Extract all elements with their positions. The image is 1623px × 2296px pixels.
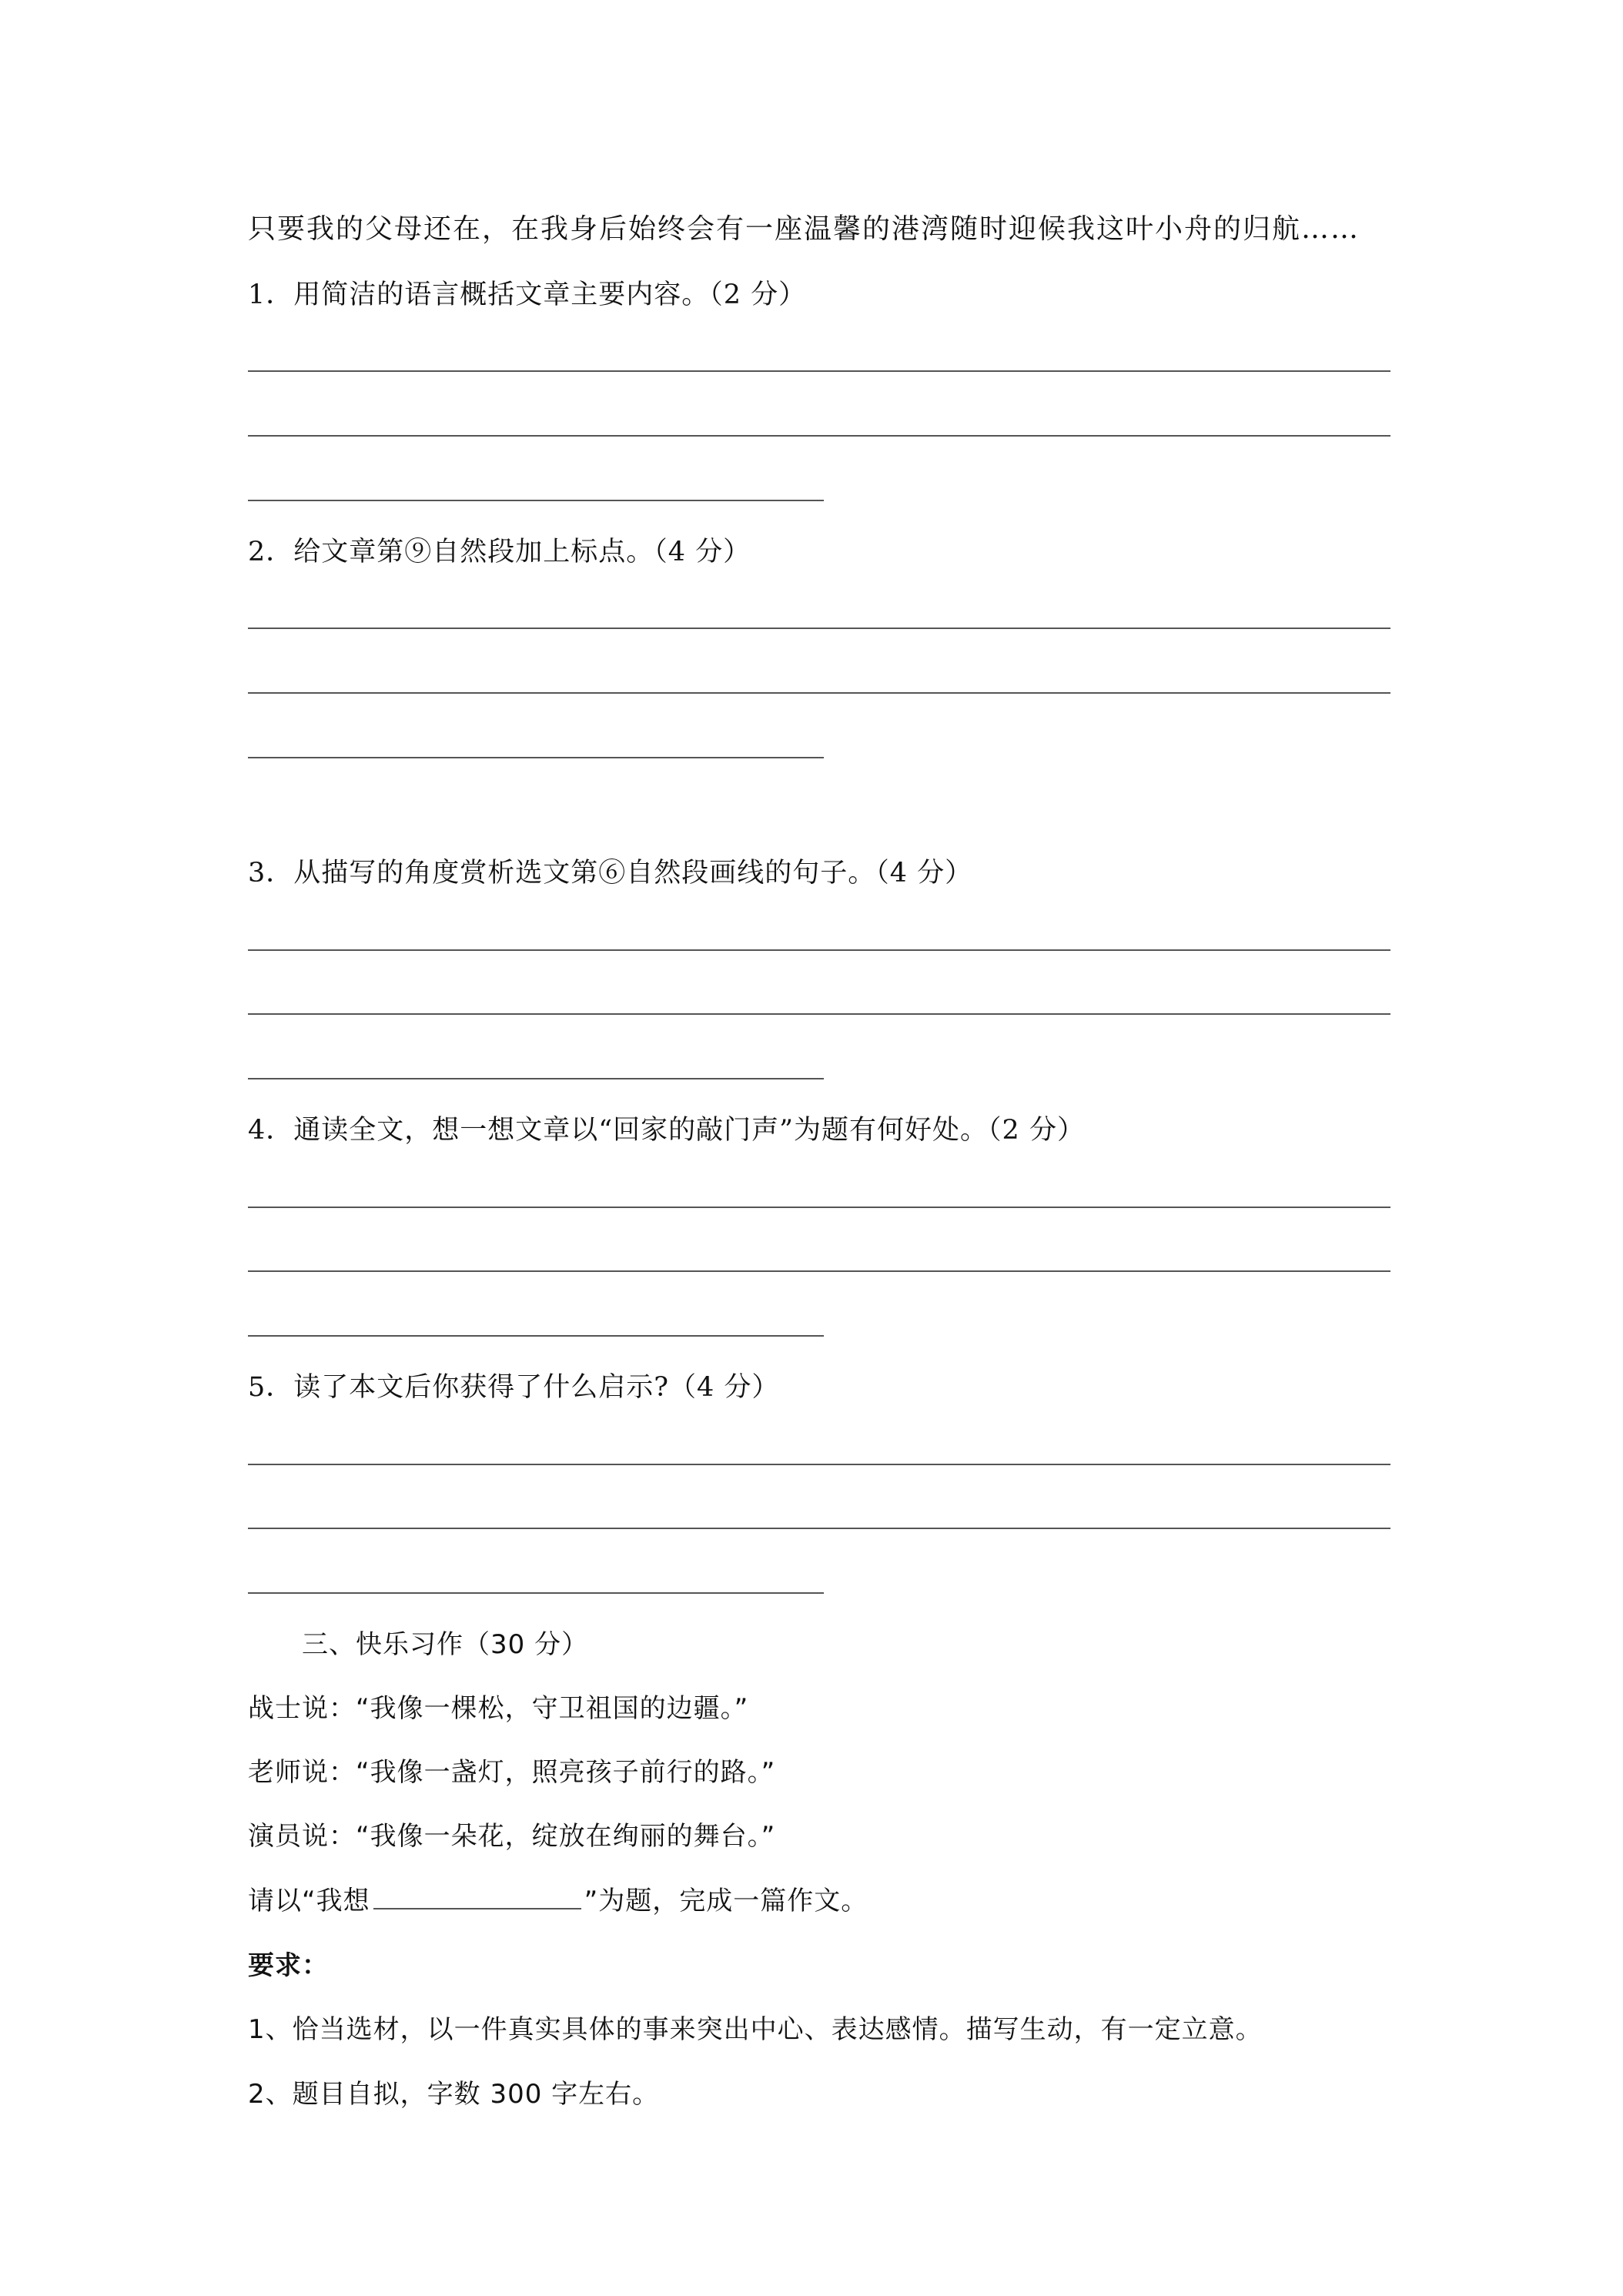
writing-section-title: 三、快乐习作（30 分） [302,1629,589,1660]
answer-line [248,1335,824,1337]
title-blank [373,1885,581,1909]
answer-line [248,1078,824,1079]
requirement-item: 2、题目自拟，字数 300 字左右。 [248,2079,660,2110]
question-5: 5．读了本文后你获得了什么启示?（4 分） [248,1372,780,1403]
question-3: 3．从描写的角度赏析选文第⑥自然段画线的句子。（4 分） [248,858,973,889]
answer-line [248,1592,824,1594]
writing-prompt-line: 老师说：“我像一盏灯，照亮孩子前行的路。” [248,1757,776,1788]
question-1: 1．用简洁的语言概括文章主要内容。（2 分） [248,279,807,310]
answer-line [248,628,1390,629]
answer-line [248,435,1390,437]
answer-line [248,500,824,501]
writing-prompt-line: 战士说：“我像一棵松，守卫祖国的边疆。” [248,1693,749,1724]
answer-line [248,1464,1390,1465]
answer-line [248,1013,1390,1015]
requirements-heading: 要求： [248,1950,329,1981]
answer-line [248,1270,1390,1272]
title-instruction-after: ”为题，完成一篇作文。 [584,1886,868,1916]
requirement-item: 1、恰当选材，以一件真实具体的事来突出中心、表达感情。描写生动，有一定立意。 [248,2014,1263,2045]
title-instruction [248,1885,868,1916]
answer-line [248,1528,1390,1529]
answer-line [248,370,1390,372]
answer-line [248,949,1390,951]
writing-prompt-line: 演员说：“我像一朵花，绽放在绚丽的舞台。” [248,1821,776,1852]
passage-closing-line: 只要我的父母还在，在我身后始终会有一座温馨的港湾随时迎候我这叶小舟的归航…… [248,213,1360,245]
question-2: 2．给文章第⑨自然段加上标点。（4 分） [248,537,751,567]
answer-line [248,1207,1390,1208]
title-instruction-before: 请以“我想 [248,1886,370,1916]
answer-line [248,692,1390,694]
question-4: 4．通读全文，想一想文章以“回家的敲门声”为题有何好处。（2 分） [248,1115,1085,1146]
answer-line [248,757,824,758]
